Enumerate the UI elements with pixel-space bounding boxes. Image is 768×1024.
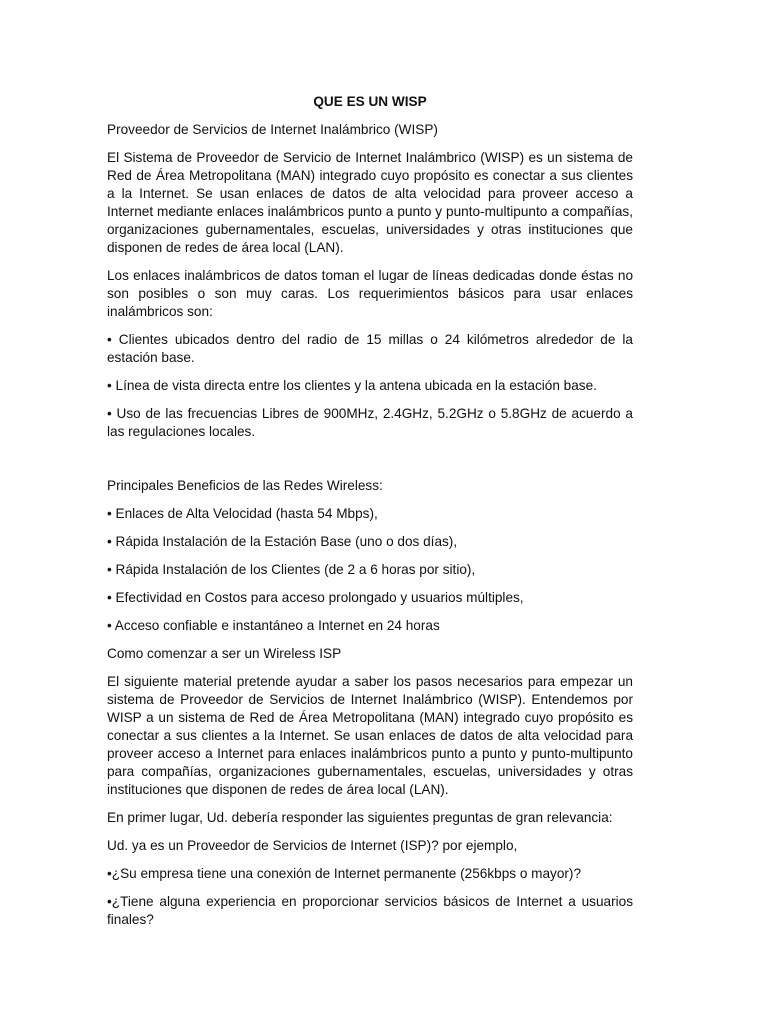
- benefit-item: • Enlaces de Alta Velocidad (hasta 54 Mbps),: [107, 506, 378, 521]
- requirement-item: • Uso de las frecuencias Libres de 900MHz, 2.4GHz, 5.2GHz o 5.8GHz de acuerdo a las regulaciones locales.: [107, 406, 633, 439]
- paragraph-wisp-system: El Sistema de Proveedor de Servicio de Internet Inalámbrico (WISP) es un sistema de Red de Área Metropolitana (MAN) integrado cuyo propósito es conectar a sus clientes a la Internet. Se usan enlaces de datos de alta velocidad para proveer acceso a Internet mediante enlaces inalámbricos punto a punto y punto-multipunto a compañías, organizaciones gubernamentales, escuelas, universidades y otras instituciones que disponen de redes de área local (LAN).: [107, 150, 633, 255]
- paragraph-wireless-links: Los enlaces inalámbricos de datos toman el lugar de líneas dedicadas donde éstas no son posibles o son muy caras. Los requerimientos básicos para usar enlaces inalámbricos son:: [107, 268, 633, 319]
- benefit-item: • Acceso confiable e instantáneo a Internet en 24 horas: [107, 618, 440, 633]
- paragraph-isp-question: Ud. ya es un Proveedor de Servicios de Internet (ISP)? por ejemplo,: [107, 838, 518, 853]
- benefit-item: • Rápida Instalación de la Estación Base (uno o dos días),: [107, 534, 458, 549]
- paragraph-questions-intro: En primer lugar, Ud. debería responder las siguientes preguntas de gran relevancia:: [107, 810, 613, 825]
- start-heading: Como comenzar a ser un Wireless ISP: [107, 646, 342, 661]
- benefit-item: • Efectividad en Costos para acceso prolongado y usuarios múltiples,: [107, 590, 524, 605]
- paragraph-start-guide: El siguiente material pretende ayudar a saber los pasos necesarios para empezar un sistema de Proveedor de Servicios de Internet Inalámbrico (WISP). Entendemos por WISP a un sistema de Red de Área Metropolitana (MAN) integrado cuyo propósito es conectar a sus clientes a la Internet. Se usan enlaces de datos de alta velocidad para proveer acceso a Internet para enlaces inalámbricos punto a punto y punto-multipunto para compañías, organizaciones gubernamentales, escuelas, universidades y otras instituciones que disponen de redes de área local (LAN).: [107, 674, 633, 797]
- benefit-item: • Rápida Instalación de los Clientes (de 2 a 6 horas por sitio),: [107, 562, 476, 577]
- requirement-item: • Línea de vista directa entre los clientes y la antena ubicada en la estación base.: [107, 378, 597, 393]
- document-title: QUE ES UN WISP: [313, 94, 427, 109]
- benefits-heading: Principales Beneficios de las Redes Wireless:: [107, 478, 383, 493]
- paragraph-wisp-definition: Proveedor de Servicios de Internet Inalámbrico (WISP): [107, 122, 438, 137]
- question-item: •¿Su empresa tiene una conexión de Internet permanente (256kbps o mayor)?: [107, 866, 582, 881]
- document-page: [107, 93, 633, 939]
- requirement-item: • Clientes ubicados dentro del radio de 15 millas o 24 kilómetros alrededor de la estación base.: [107, 332, 633, 365]
- question-item: •¿Tiene alguna experiencia en proporcionar servicios básicos de Internet a usuarios finales?: [107, 894, 633, 927]
